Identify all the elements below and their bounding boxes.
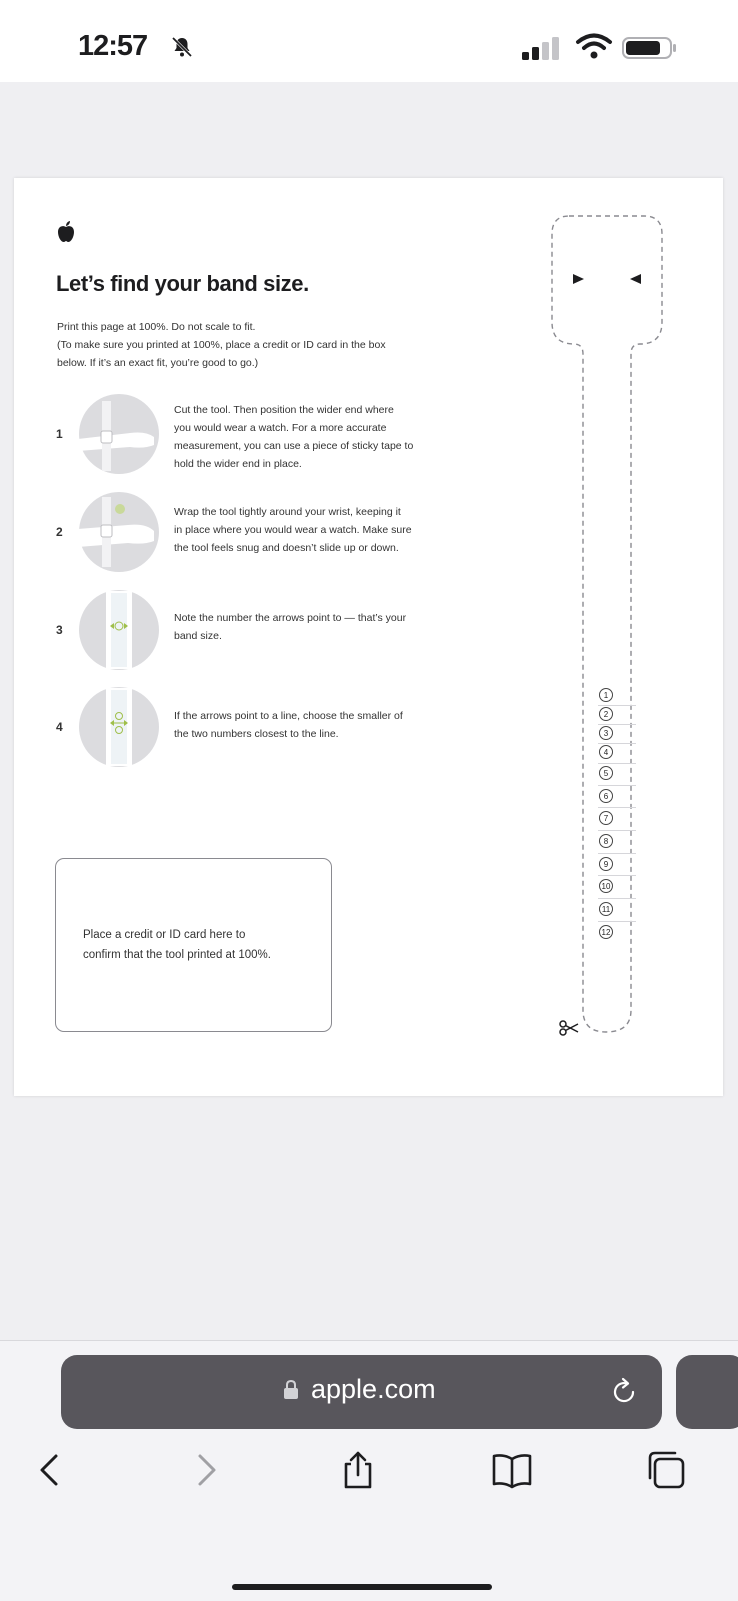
step-4 (56, 686, 476, 768)
intro-line: below. If it’s an exact fit, you’re good to go.) (57, 357, 259, 369)
size-divider (598, 763, 636, 764)
cell-signal-icon (522, 36, 566, 62)
size-divider (598, 724, 636, 725)
step-number: 4 (56, 720, 63, 734)
size-divider (598, 921, 636, 922)
left-arrow-icon (630, 274, 641, 284)
share-icon[interactable] (338, 1450, 378, 1490)
credit-card-box (55, 858, 332, 1032)
step-2 (56, 491, 476, 573)
step-1 (56, 393, 476, 475)
card-box-line: Place a credit or ID card here to (83, 929, 246, 941)
address-bar[interactable] (61, 1355, 662, 1429)
band-closeup-illustration (78, 686, 160, 768)
card-box-line: confirm that the tool printed at 100%. (83, 949, 271, 961)
credit-card-box-text (83, 925, 271, 965)
tabs-icon[interactable] (646, 1450, 686, 1490)
forward-icon[interactable] (186, 1450, 226, 1490)
battery-icon (622, 36, 678, 60)
status-time: 12:57 (78, 30, 148, 62)
step-line: in place where you would wear a watch. Make sure (174, 524, 412, 536)
step-line: band size. (174, 630, 222, 642)
step-text (174, 609, 464, 645)
step-line: Cut the tool. Then position the wider end where (174, 404, 394, 416)
reload-icon[interactable] (609, 1377, 639, 1407)
size-divider (598, 898, 636, 899)
step-line: hold the wider end in place. (174, 458, 302, 470)
step-line: Note the number the arrows point to — that’s your (174, 612, 407, 624)
size-divider (598, 830, 636, 831)
step-text (174, 401, 464, 473)
size-divider (598, 853, 636, 854)
size-mark: 2 (599, 707, 613, 721)
right-arrow-icon (573, 274, 584, 284)
step-number: 2 (56, 525, 63, 539)
print-instructions (57, 318, 457, 372)
url-text[interactable]: apple.com (311, 1374, 436, 1404)
size-mark: 10 (599, 879, 613, 893)
scissors-icon (559, 1020, 579, 1036)
home-indicator (232, 1584, 492, 1590)
step-text (174, 503, 464, 557)
step-line: the two numbers closest to the line. (174, 728, 339, 740)
size-divider (598, 785, 636, 786)
next-tab-address-bar[interactable] (676, 1355, 738, 1429)
apple-logo-icon (56, 220, 76, 244)
band-size-sheet (14, 178, 723, 1096)
step-line: If the arrows point to a line, choose the smaller of (174, 710, 403, 722)
size-mark: 12 (599, 925, 613, 939)
lock-icon (283, 1379, 299, 1401)
intro-line: Print this page at 100%. Do not scale to fit. (57, 321, 256, 333)
step-text (174, 707, 464, 743)
bell-slash-icon (170, 35, 194, 59)
size-mark: 3 (599, 726, 613, 740)
size-mark: 6 (599, 789, 613, 803)
size-divider (598, 743, 636, 744)
step-line: Wrap the tool tightly around your wrist, keeping it (174, 506, 401, 518)
step-line: measurement, you can use a piece of sticky tape to (174, 440, 414, 452)
wrist-illustration (78, 393, 160, 475)
status-bar (0, 0, 738, 82)
bookmarks-icon[interactable] (492, 1450, 532, 1490)
size-divider (598, 705, 636, 706)
step-number: 1 (56, 427, 63, 441)
page-title: Let’s find your band size. (56, 271, 309, 296)
size-mark: 1 (599, 688, 613, 702)
size-mark: 11 (599, 902, 613, 916)
step-number: 3 (56, 623, 63, 637)
size-mark: 4 (599, 745, 613, 759)
size-divider (598, 807, 636, 808)
size-mark: 7 (599, 811, 613, 825)
step-3 (56, 589, 476, 671)
size-divider (598, 875, 636, 876)
intro-line: (To make sure you printed at 100%, place a credit or ID card in the box (57, 339, 386, 351)
size-mark: 9 (599, 857, 613, 871)
size-mark: 8 (599, 834, 613, 848)
wrist-illustration (78, 491, 160, 573)
step-line: the tool feels snug and doesn’t slide up or down. (174, 542, 399, 554)
wifi-icon (575, 32, 613, 60)
back-icon[interactable] (30, 1450, 70, 1490)
band-closeup-illustration (78, 589, 160, 671)
size-mark: 5 (599, 766, 613, 780)
step-line: you would wear a watch. For a more accurate (174, 422, 387, 434)
